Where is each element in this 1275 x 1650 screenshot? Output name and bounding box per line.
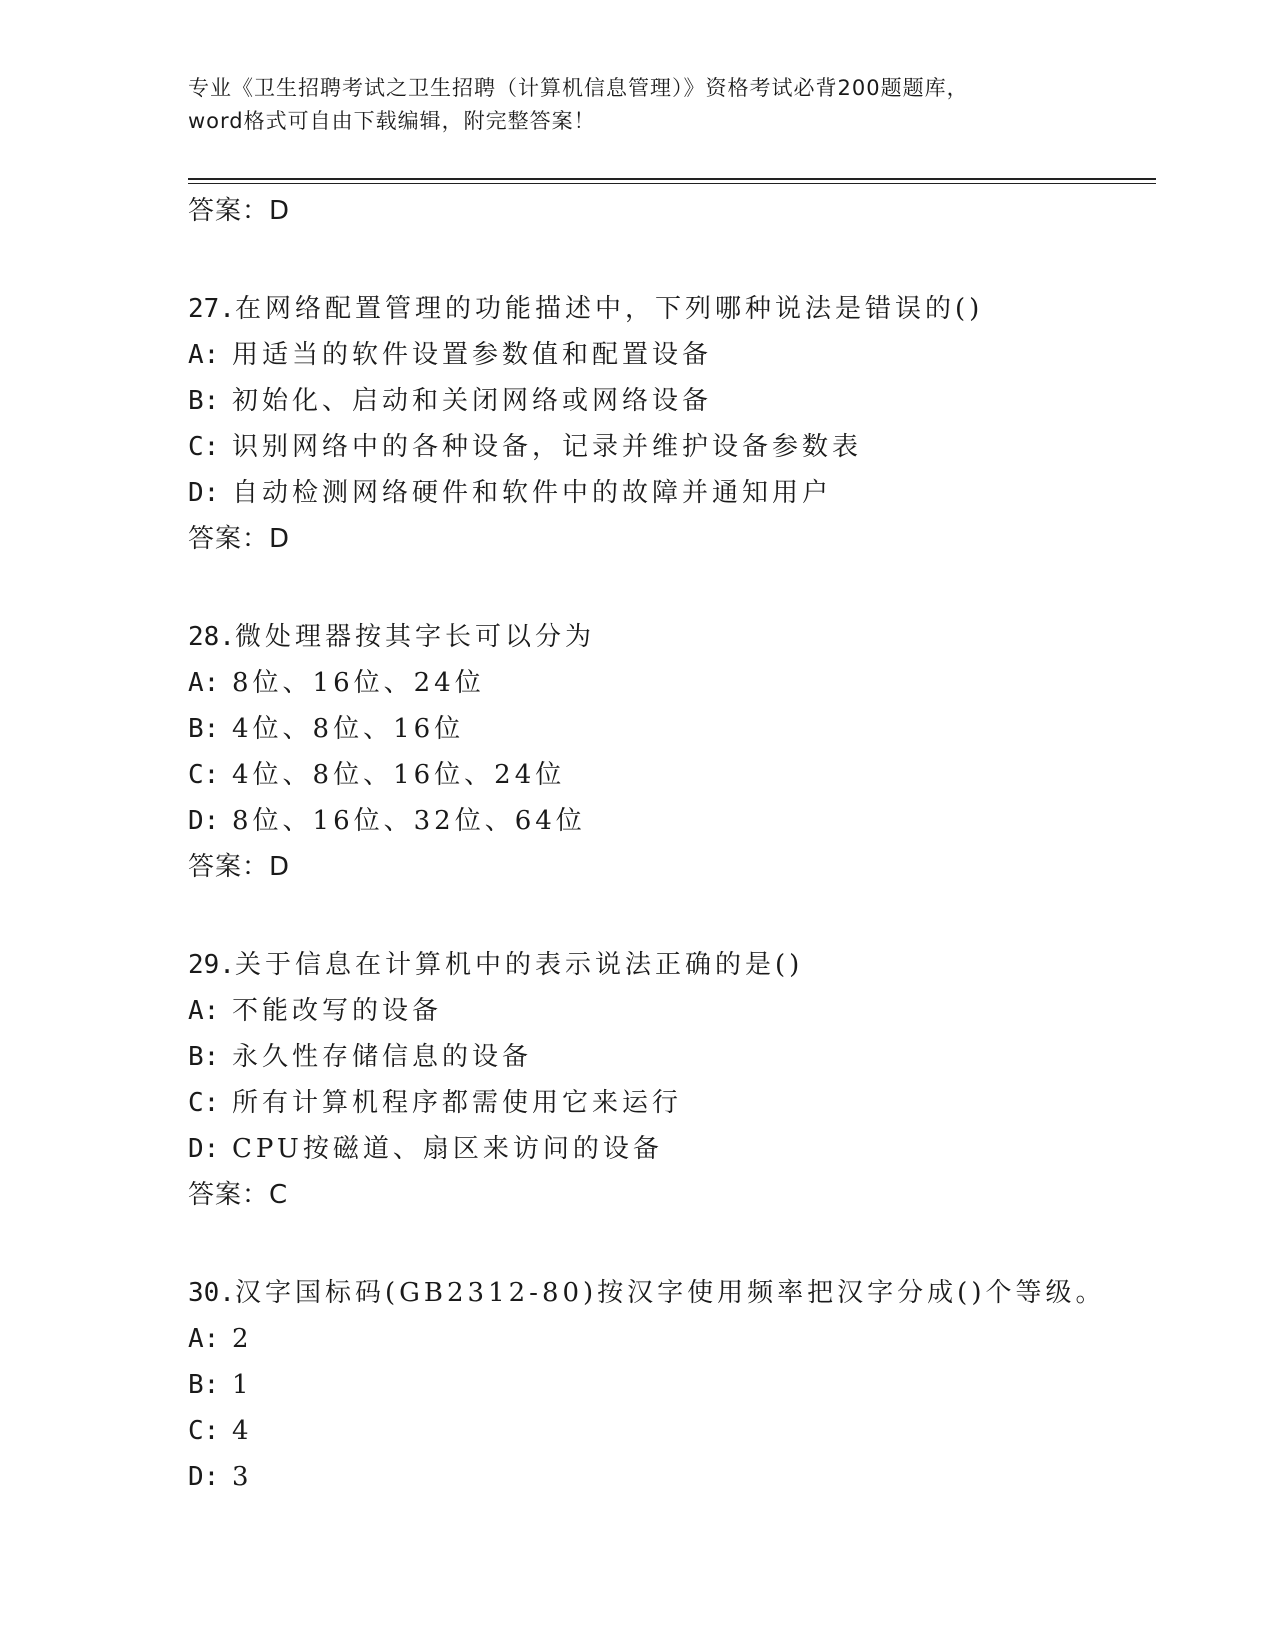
question-30	[188, 1270, 1148, 1500]
option-letter: A:	[188, 1324, 220, 1354]
question-28	[188, 614, 1148, 890]
question-number: 28.	[188, 622, 235, 652]
option-text: 8位、16位、32位、64位	[232, 806, 586, 836]
option-c	[188, 424, 1148, 470]
option-d	[188, 1454, 1148, 1500]
option-b	[188, 1362, 1148, 1408]
option-text: CPU按磁道、扇区来访问的设备	[232, 1134, 663, 1164]
option-letter: C:	[188, 1416, 220, 1446]
option-letter: A:	[188, 340, 220, 370]
question-stem	[188, 942, 1148, 988]
header-divider-thin	[188, 183, 1156, 184]
question-list	[188, 188, 1148, 1500]
option-letter: C:	[188, 760, 220, 790]
question-stem	[188, 286, 1148, 332]
question-number: 30.	[188, 1278, 235, 1308]
option-text: 初始化、启动和关闭网络或网络设备	[232, 386, 713, 416]
option-text: 4	[232, 1416, 253, 1446]
option-d	[188, 1126, 1148, 1172]
question-text: 在网络配置管理的功能描述中，下列哪种说法是错误的()	[234, 294, 984, 324]
option-c	[188, 1408, 1148, 1454]
question-stem	[188, 1270, 1148, 1316]
question-text: 汉字国标码(GB2312-80)按汉字使用频率把汉字分成()个等级。	[234, 1278, 1106, 1308]
answer-line: 答案：D	[188, 196, 291, 226]
option-letter: A:	[188, 668, 220, 698]
option-text: 所有计算机程序都需使用它来运行	[232, 1088, 683, 1118]
option-letter: D:	[188, 1462, 220, 1492]
document-header	[188, 72, 1088, 138]
option-a	[188, 988, 1148, 1034]
question-27	[188, 286, 1148, 562]
option-a	[188, 332, 1148, 378]
option-letter: C:	[188, 432, 220, 462]
question-text: 微处理器按其字长可以分为	[234, 622, 595, 652]
answer-line: 答案：D	[188, 524, 291, 554]
question-text: 关于信息在计算机中的表示说法正确的是()	[234, 950, 804, 980]
header-divider-thick	[188, 178, 1156, 180]
option-d	[188, 470, 1148, 516]
answer-line: 答案：C	[188, 1180, 289, 1210]
header-line-1: 专业《卫生招聘考试之卫生招聘（计算机信息管理）》资格考试必背200题题库，	[188, 76, 969, 100]
answer-line: 答案：D	[188, 852, 291, 882]
option-text: 4位、8位、16位、24位	[232, 760, 566, 790]
option-a	[188, 1316, 1148, 1362]
question-29	[188, 942, 1148, 1218]
option-text: 4位、8位、16位	[232, 714, 465, 744]
option-text: 3	[232, 1462, 253, 1492]
option-text: 1	[232, 1370, 253, 1400]
option-text: 2	[232, 1324, 253, 1354]
option-letter: D:	[188, 1134, 220, 1164]
option-letter: B:	[188, 1370, 220, 1400]
option-c	[188, 752, 1148, 798]
option-text: 识别网络中的各种设备，记录并维护设备参数表	[232, 432, 863, 462]
option-letter: B:	[188, 386, 220, 416]
option-d	[188, 798, 1148, 844]
option-text: 不能改写的设备	[232, 996, 443, 1026]
option-text: 永久性存储信息的设备	[232, 1042, 533, 1072]
option-letter: B:	[188, 1042, 220, 1072]
option-text: 自动检测网络硬件和软件中的故障并通知用户	[232, 478, 833, 508]
option-b	[188, 706, 1148, 752]
option-letter: D:	[188, 806, 220, 836]
question-number: 27.	[188, 294, 235, 324]
option-letter: D:	[188, 478, 220, 508]
option-b	[188, 378, 1148, 424]
question-stem	[188, 614, 1148, 660]
option-text: 8位、16位、24位	[232, 668, 485, 698]
option-letter: B:	[188, 714, 220, 744]
option-letter: A:	[188, 996, 220, 1026]
option-c	[188, 1080, 1148, 1126]
question-number: 29.	[188, 950, 235, 980]
option-text: 用适当的软件设置参数值和配置设备	[232, 340, 713, 370]
option-letter: C:	[188, 1088, 220, 1118]
option-b	[188, 1034, 1148, 1080]
option-a	[188, 660, 1148, 706]
header-line-2: word格式可自由下载编辑，附完整答案！	[188, 109, 596, 133]
